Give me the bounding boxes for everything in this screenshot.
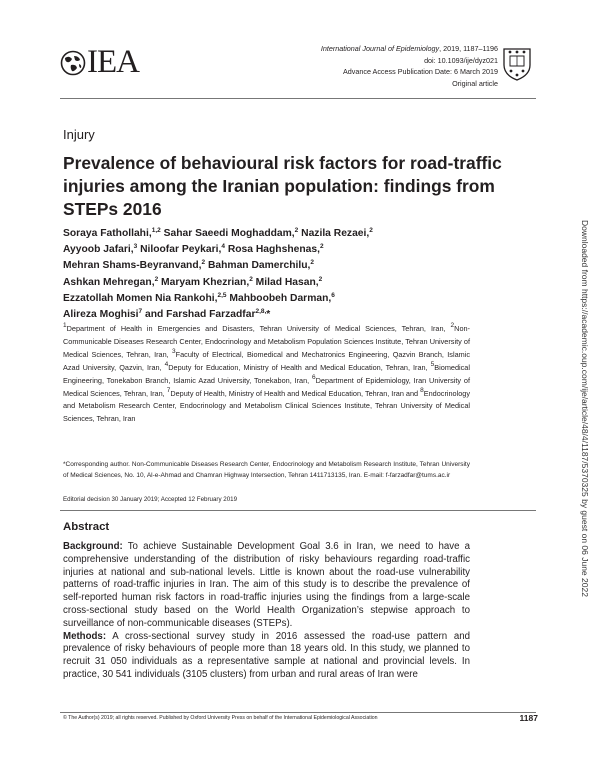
section-label: Injury <box>63 127 95 142</box>
author-name: Milad Hasan, <box>252 276 319 288</box>
abstract-body <box>63 541 470 682</box>
author-affiliation-marker: 2 <box>319 243 324 251</box>
author-line <box>63 291 493 307</box>
header-rule <box>60 98 536 99</box>
author-affiliation-marker: 7 <box>138 308 143 316</box>
background-text: To achieve Sustainable Development Goal 3.6 in Iran, we need to have a comprehensive understanding of the distribution of risky behaviours regarding road-traffic injuries at national and sub-national levels. Little is known about the road-use vulnerability patterns of road-traffic injuries in Iran. The aim of this study is to describe the prevalence of self-reported human risk factors in road-traffic injuries using the findings from a large-scale cross-sectional study based on the World Health Organization’s stepwise approach to surveillance of non-communicable diseases (STEPs). <box>63 541 470 629</box>
affiliation-text: Department of Health in Emergencies and Disasters, Tehran University of Medical Sciences, Tehran, Iran, <box>66 324 451 333</box>
author-name: Rosa Haghshenas, <box>224 244 320 256</box>
author-name: Ayyoob Jafari, <box>63 244 134 256</box>
corresponding-author: *Corresponding author. Non-Communicable Diseases Research Center, Endocrinology and Metabolism Research Institute, Tehran University of Medical Sciences, No. 10, Al-e-Ahmad and Chamran Highway Intersection, Tehran 1411713135, Iran. E-mail: f-farzadfar@tums.ac.ir <box>63 461 470 479</box>
author-affiliation-marker: 2,8, <box>255 308 267 316</box>
author-name: and Farshad Farzadfar <box>142 309 256 321</box>
logo-text: IEA <box>87 44 139 80</box>
author-name: Soraya Fathollahi, <box>63 228 152 239</box>
abstract-background <box>63 541 470 631</box>
footer-rule <box>60 712 536 713</box>
affiliations <box>63 323 470 426</box>
affiliation-text: Faculty of Electrical, Biomedical and Mechatronics Engineering, Qazvin Branch, Islamic Azad University, Qazvin, Iran, <box>63 349 470 372</box>
affiliation-marker: 7 <box>166 386 171 394</box>
author-name: Bahman Damerchilu, <box>205 260 311 272</box>
journal-name[interactable]: International Journal of Epidemiology <box>320 44 440 53</box>
author-name: Alireza Moghisi <box>63 309 139 321</box>
author-name: Mehran Shams-Beyranvand, <box>63 260 202 272</box>
affiliation-marker: 8 <box>420 386 424 394</box>
editorial-dates: Editorial decision 30 January 2019; Accepted 12 February 2019 <box>63 496 238 503</box>
affiliation-text: Biomedical Engineering, Tonekabon Branch, Islamic Azad University, Tonekabon, Iran, <box>63 362 470 385</box>
author-line <box>63 275 493 291</box>
globe-icon <box>60 50 86 76</box>
background-label: Background: <box>63 541 123 552</box>
advance-access-date: Advance Access Publication Date: 6 March 2019 <box>342 67 498 77</box>
doi[interactable]: doi: 10.1093/ije/dyz021 <box>424 55 498 65</box>
affiliation-text: Department of Epidemiology, Iran University of Medical Sciences, Tehran, Iran, <box>63 375 471 398</box>
author-line <box>63 258 493 274</box>
affiliation-marker: 1 <box>63 322 67 329</box>
author-affiliation-marker: 6 <box>331 291 335 299</box>
author-line <box>63 226 493 242</box>
affiliation-marker: 6 <box>312 373 316 381</box>
copyright-notice: © The Author(s) 2019; all rights reserved. Published by Oxford University Press on behalf of the International Epidemiological Association <box>63 715 378 721</box>
author-name: Nazila Rezaei, <box>298 228 370 239</box>
article-type: Original article <box>452 78 498 88</box>
page-number: 1187 <box>519 713 538 723</box>
author-affiliation-marker: 2 <box>310 259 315 267</box>
author-affiliation-marker: 2 <box>369 227 373 234</box>
author-name: Maryam Khezrian, <box>158 276 250 288</box>
methods-text: A cross-sectional survey study in 2016 assessed the road-use pattern and prevalence of risky behaviours of people more than 18 years old. In this study, we planned to recruit 31 050 individuals as a representative sample at national and provincial levels. In practice, 30 541 individuals (3105 clusters) from urban and rural areas of Iran were <box>63 630 470 680</box>
download-watermark: Downloaded from https://academic.oup.com/ije/article/48/4/1187/5370325 by guest on 06 June 2022 <box>580 220 590 597</box>
author-affiliation-marker: 2 <box>154 275 159 283</box>
article-title: Prevalence of behavioural risk factors for road-traffic injuries among the Iranian population: findings from STEPs 2016 <box>63 153 502 219</box>
author-affiliation-marker: 2 <box>294 227 299 234</box>
affiliation-text: Deputy of Health, Ministry of Health and Medical Education, Tehran, Iran and <box>170 388 421 398</box>
affiliation-marker: 5 <box>430 360 435 368</box>
affiliation-marker: 3 <box>172 347 176 355</box>
affiliation-text: Endocrinology and Metabolism Research Center, Endocrinology and Metabolism Clinical Sciences Institute, Tehran University of Medical Sciences, Tehran, Iran <box>63 388 470 424</box>
abstract-methods <box>63 631 470 682</box>
author-name: Sahar Saeedi Moghaddam, <box>160 228 295 239</box>
author-affiliation-marker: 2,5 <box>217 291 227 299</box>
author-name: Ezzatollah Momen Nia Rankohi, <box>63 292 218 304</box>
author-name: Ashkan Mehregan, <box>63 276 155 288</box>
author-affiliation-marker: 2 <box>318 275 323 283</box>
author-affiliation-marker: 2 <box>201 259 206 267</box>
author-line <box>63 242 493 258</box>
author-line <box>63 307 493 323</box>
journal-info <box>321 43 498 89</box>
author-affiliation-marker: 3 <box>133 243 138 251</box>
author-affiliation-marker: 4 <box>221 243 225 251</box>
affiliation-text: Non-Communicable Diseases Research Center, Endocrinology and Metabolism Population Sciences Institute, Tehran University of Medical Sciences, Tehran, Iran, <box>63 324 470 359</box>
methods-label: Methods: <box>63 630 107 642</box>
author-name: Niloofar Peykari, <box>137 244 222 256</box>
abstract-rule <box>60 510 536 511</box>
author-affiliation-marker: 1,2 <box>151 227 161 234</box>
affiliation-text: Deputy for Education, Ministry of Health and Medical Education, Tehran, Iran, <box>168 362 431 372</box>
author-name: Mahboobeh Darman, <box>226 292 332 304</box>
journal-citation: , 2019, 1187–1196 <box>439 44 498 53</box>
affiliation-marker: 2 <box>450 322 455 329</box>
author-affiliation-marker: 2 <box>249 275 253 283</box>
author-list <box>63 226 493 323</box>
iea-logo <box>60 46 139 79</box>
abstract-heading: Abstract <box>63 521 110 533</box>
oxford-crest-icon <box>502 47 532 86</box>
author-name: * <box>266 309 271 321</box>
affiliation-marker: 4 <box>164 360 169 368</box>
